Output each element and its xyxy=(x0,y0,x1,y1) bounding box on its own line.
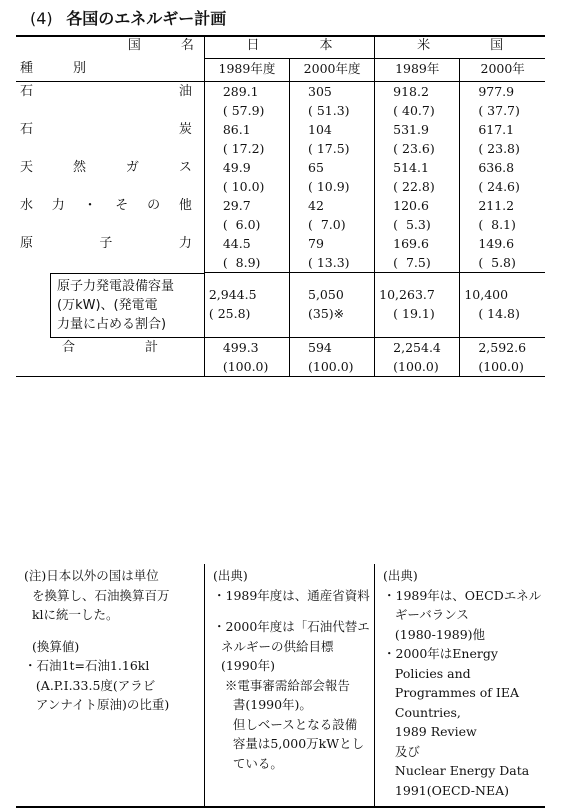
row-natural-gas xyxy=(16,158,545,196)
row-nuclear-capacity xyxy=(16,273,545,338)
cell-hydro-us2000 xyxy=(460,196,545,234)
cell-gas-us2000 xyxy=(460,158,545,196)
source-line: ※電事審需給部会報告 xyxy=(213,677,350,693)
value: 5,050 xyxy=(308,287,344,302)
share: (100.0) xyxy=(222,359,269,374)
cell-nuclear-jp1989 xyxy=(204,234,289,273)
row-total xyxy=(16,338,545,377)
share: ( 37.7) xyxy=(478,103,520,118)
note-line: (A.P.I.33.5度(アラビ xyxy=(24,677,156,693)
row-oil xyxy=(16,82,545,121)
section-number: (4) xyxy=(30,9,53,28)
share: ( 17.2) xyxy=(222,141,265,156)
total-label-1: 合 xyxy=(62,339,76,355)
value: 594 xyxy=(308,340,332,355)
country-label xyxy=(16,36,204,59)
label-coal xyxy=(16,120,204,158)
value: 10,400 xyxy=(464,287,509,302)
cell-hydro-jp1989 xyxy=(204,196,289,234)
share: ( 14.8) xyxy=(478,306,520,321)
source-line: (出典) xyxy=(383,568,418,583)
source-line: ネルギーの供給目標 xyxy=(213,638,334,654)
value: 531.9 xyxy=(393,122,429,137)
cell-gas-jp2000 xyxy=(290,158,375,196)
year-japan-2000: 2000年度 xyxy=(290,59,375,82)
type-label xyxy=(16,59,204,82)
source-line: Nuclear Energy Data xyxy=(383,763,530,778)
cell-total-us1989 xyxy=(375,338,460,377)
label-hydro-2: 力 xyxy=(51,198,65,213)
cell-coal-us2000 xyxy=(460,120,545,158)
value: 120.6 xyxy=(393,198,429,213)
usa-char-1: 米 xyxy=(417,38,431,53)
cell-capacity-jp2000 xyxy=(290,273,375,338)
note-line: アンナイト原油)の比重) xyxy=(24,697,170,712)
source-line: ・2000年はEnergy xyxy=(383,646,498,661)
share: (100.0) xyxy=(393,359,439,374)
year-japan-1989: 1989年度 xyxy=(204,59,289,82)
label-hydro-4: そ xyxy=(115,198,129,213)
value: 2,592.6 xyxy=(478,340,527,355)
label-hydro-1: 水 xyxy=(20,198,34,213)
value: 636.8 xyxy=(478,160,515,175)
cell-oil-us1989 xyxy=(375,82,460,121)
source-line: Programmes of IEA xyxy=(383,685,519,700)
cell-gas-us1989 xyxy=(375,158,460,196)
value: 44.5 xyxy=(222,236,251,251)
source-usa-column xyxy=(374,564,545,806)
japan-char-1: 日 xyxy=(246,38,260,53)
label-gas-1: 天 xyxy=(20,160,34,175)
share: ( 19.1) xyxy=(393,306,435,321)
label-natural-gas xyxy=(16,158,204,196)
value: 305 xyxy=(308,84,332,99)
label-gas-2: 然 xyxy=(72,160,86,175)
label-gas-4: ス xyxy=(178,160,192,175)
label-nuclear-2: 子 xyxy=(99,236,113,251)
source-line: ・2000年度は「石油代替エ xyxy=(213,619,370,634)
cell-coal-us1989 xyxy=(375,120,460,158)
label-hydro-3: ・ xyxy=(83,198,97,213)
row-nuclear xyxy=(16,234,545,273)
source-line: (1990年) xyxy=(213,658,276,673)
share: ( 8.1) xyxy=(478,217,516,232)
source-line: 1989 Review xyxy=(383,724,477,739)
value: 918.2 xyxy=(393,84,429,99)
label-oil xyxy=(16,82,204,121)
label-gas-3: ガ xyxy=(125,160,139,175)
value: 42 xyxy=(308,198,324,213)
year-usa-2000: 2000年 xyxy=(460,59,545,82)
share: ( 7.5) xyxy=(393,255,431,270)
label-total xyxy=(16,338,204,377)
value: 10,263.7 xyxy=(379,287,435,302)
value: 977.9 xyxy=(478,84,515,99)
cell-gas-jp1989 xyxy=(204,158,289,196)
header-row-years xyxy=(16,59,545,82)
label-hydro-6: 他 xyxy=(178,198,192,213)
title-text: 各国のエネルギー計画 xyxy=(66,9,227,28)
japan-header xyxy=(204,36,374,59)
share: (35)※ xyxy=(308,306,345,321)
value: 2,254.4 xyxy=(393,340,441,355)
capacity-label-line-1: 原子力発電設備容量 xyxy=(57,278,175,294)
label-nuclear xyxy=(16,234,204,273)
source-line: Countries, xyxy=(383,704,461,720)
cell-coal-jp1989 xyxy=(204,120,289,158)
note-line: klに統一した。 xyxy=(24,607,119,622)
label-hydro-other xyxy=(16,196,204,234)
value: 65 xyxy=(308,160,324,175)
share: ( 8.9) xyxy=(222,255,261,270)
share: ( 25.8) xyxy=(208,306,251,321)
source-line: ている。 xyxy=(213,755,283,771)
label-hydro-5: の xyxy=(147,198,161,213)
label-oil-1: 石 xyxy=(20,84,34,99)
header-row-countries xyxy=(16,36,545,59)
share: (100.0) xyxy=(308,359,354,374)
cell-coal-jp2000 xyxy=(290,120,375,158)
total-label-2: 計 xyxy=(145,339,159,355)
type-label-2: 別 xyxy=(73,60,87,76)
share: ( 24.6) xyxy=(478,179,520,194)
share: ( 5.8) xyxy=(478,255,516,270)
type-label-1: 種 xyxy=(20,60,34,76)
japan-char-2: 本 xyxy=(319,38,333,53)
capacity-label-line-3: 力量に占める割合) xyxy=(57,316,167,332)
cell-oil-us2000 xyxy=(460,82,545,121)
source-line: 及び xyxy=(383,743,420,759)
share: ( 40.7) xyxy=(393,103,435,118)
value: 49.9 xyxy=(222,160,251,175)
usa-header xyxy=(375,36,545,59)
value: 499.3 xyxy=(222,340,259,355)
country-label-2: 名 xyxy=(180,38,194,53)
value: 211.2 xyxy=(478,198,515,213)
share: ( 10.9) xyxy=(308,179,350,194)
source-line xyxy=(213,605,368,617)
cell-capacity-jp1989 xyxy=(204,273,289,338)
row-coal xyxy=(16,120,545,158)
source-line: 容量は5,000万kWとし xyxy=(213,736,365,751)
note-line xyxy=(24,625,198,637)
value: 104 xyxy=(308,122,332,137)
label-nuclear-3: 力 xyxy=(178,236,192,251)
notes-column xyxy=(16,564,204,806)
note-line: (注)日本以外の国は単位 xyxy=(24,568,159,583)
source-line: 但しベースとなる設備 xyxy=(213,716,358,732)
share: ( 10.0) xyxy=(222,179,265,194)
value: 514.1 xyxy=(393,160,429,175)
source-line: (出典) xyxy=(213,568,248,583)
value: 2,944.5 xyxy=(208,287,257,302)
source-line: Policies and xyxy=(383,665,471,681)
label-coal-1: 石 xyxy=(20,122,34,137)
share: ( 17.5) xyxy=(308,141,350,156)
notes-section xyxy=(16,564,545,808)
value: 149.6 xyxy=(478,236,515,251)
label-oil-2: 油 xyxy=(178,84,192,99)
share: ( 57.9) xyxy=(222,103,265,118)
value: 617.1 xyxy=(478,122,515,137)
row-hydro-other xyxy=(16,196,545,234)
cell-nuclear-jp2000 xyxy=(290,234,375,273)
value: 29.7 xyxy=(222,198,251,213)
year-usa-1989: 1989年 xyxy=(375,59,460,82)
value: 169.6 xyxy=(393,236,429,251)
source-line: ギーバランス xyxy=(383,607,469,622)
usa-char-2: 国 xyxy=(490,38,504,53)
label-coal-2: 炭 xyxy=(178,122,192,137)
country-label-1: 国 xyxy=(127,38,141,53)
note-line: ・石油1t=石油1.16kl xyxy=(24,658,150,673)
page-title xyxy=(12,6,226,29)
share: ( 5.3) xyxy=(393,217,431,232)
share: ( 51.3) xyxy=(308,103,350,118)
cell-nuclear-us2000 xyxy=(460,234,545,273)
share: ( 23.6) xyxy=(393,141,435,156)
note-line: (換算値) xyxy=(24,638,80,654)
cell-total-jp1989 xyxy=(204,338,289,377)
energy-plan-table xyxy=(16,36,545,377)
source-line: (1980-1989)他 xyxy=(383,626,486,642)
note-line: を換算し、石油換算百万 xyxy=(24,587,170,603)
value: 79 xyxy=(308,236,324,251)
value: 86.1 xyxy=(222,122,251,137)
share: ( 22.8) xyxy=(393,179,435,194)
label-nuclear-1: 原 xyxy=(20,236,34,251)
source-line: ・1989年は、OECDエネル xyxy=(383,587,542,603)
capacity-label-line-2: (万kW)、(発電電 xyxy=(57,297,158,313)
share: (100.0) xyxy=(478,359,524,374)
share: ( 23.8) xyxy=(478,141,520,156)
share: ( 13.3) xyxy=(308,255,350,270)
source-japan-column xyxy=(204,564,374,806)
cell-oil-jp2000 xyxy=(290,82,375,121)
share: ( 7.0) xyxy=(308,217,346,232)
cell-hydro-us1989 xyxy=(375,196,460,234)
cell-capacity-us2000 xyxy=(460,273,545,338)
source-line: 書(1990年)。 xyxy=(213,697,312,712)
cell-total-us2000 xyxy=(460,338,545,377)
cell-capacity-us1989 xyxy=(375,273,460,338)
cell-hydro-jp2000 xyxy=(290,196,375,234)
value: 289.1 xyxy=(222,84,259,99)
source-line: ・1989年度は、通産省資料 xyxy=(213,587,370,603)
cell-nuclear-us1989 xyxy=(375,234,460,273)
share: ( 6.0) xyxy=(222,217,261,232)
cell-total-jp2000 xyxy=(290,338,375,377)
label-nuclear-capacity xyxy=(16,273,204,338)
cell-oil-jp1989 xyxy=(204,82,289,121)
source-line: 1991(OECD-NEA) xyxy=(383,782,509,798)
